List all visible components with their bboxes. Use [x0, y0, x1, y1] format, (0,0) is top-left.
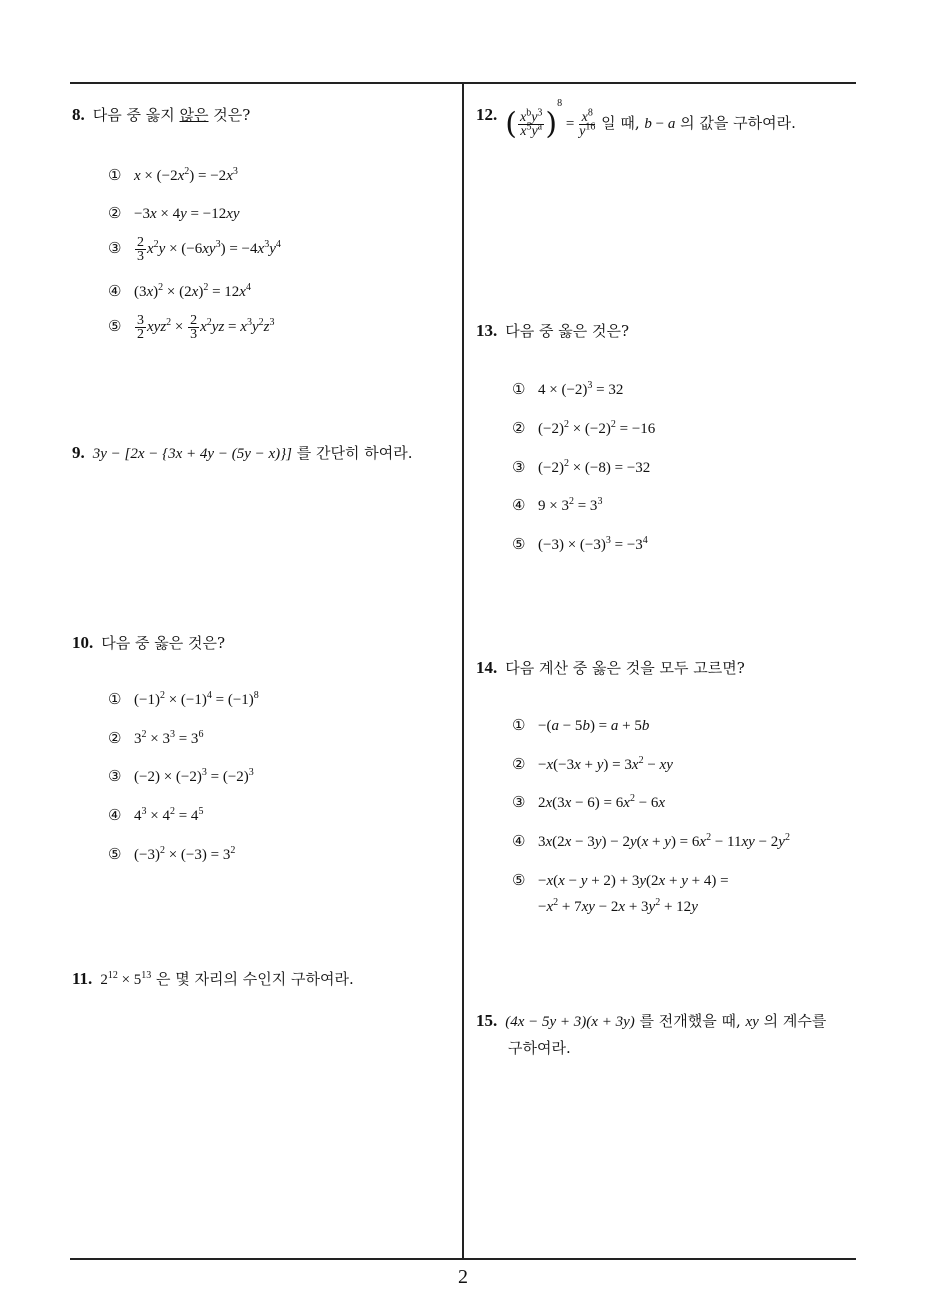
column-divider [462, 83, 464, 1259]
question-text: 를 전개했을 때, [634, 1012, 746, 1030]
question-expression: (4x − 5y + 3)(x + 3y) [505, 1014, 635, 1030]
bottom-rule [70, 1258, 856, 1260]
question-text-2: 의 계수를 [758, 1012, 827, 1030]
question-11 [72, 968, 354, 991]
question-number: 15. [476, 1011, 498, 1030]
question-text: 다음 중 옳은 것은? [505, 322, 630, 340]
option: ② $3^2 \times 3^3 = 3^6$ [108, 729, 204, 747]
option: ⑤ −x(x − y + 2) + 3y(2x + y + 4) = [512, 873, 729, 889]
question-text-2: 의 값을 구하여라. [675, 114, 796, 132]
option: ④ $4^3 \times 4^2 = 4^5$ [108, 806, 204, 824]
question-9 [72, 442, 412, 465]
question-expression: $2^{12} \times 5^{13}$ [100, 970, 152, 988]
question-number: 10. [72, 633, 94, 652]
option: ③ $\frac{2}{3}$ $x^2y \times (-6xy^3) = -4x^3y^4$ [108, 235, 281, 264]
question-number: 12. [476, 105, 498, 124]
option: ⑤ $\frac{3}{2}$ xyz$^2$ × $\frac{2}{3}$ $x^2yz = x^3y^2z^3$ [108, 313, 275, 342]
question-15-line-2: 구하여라. [508, 1039, 571, 1057]
option: ① −(a − 5b) = a + 5b [512, 718, 650, 734]
option: ① $(-1)^2 \times (-1)^4 = (-1)^8$ [108, 690, 259, 708]
option: ② −3x × 4y = −12xy [108, 206, 240, 222]
option: ① $x \times (-2x^2) = -2x^3$ [108, 166, 238, 184]
question-14 [476, 657, 745, 679]
option: ① $4 \times (-2)^3 = 32$ [512, 380, 624, 398]
question-10 [72, 632, 225, 654]
question-text: 일 때, [596, 114, 645, 132]
option: ⑤ $(-3) \times (-3)^3 = -3^4$ [512, 535, 648, 553]
option: ③ $(-2)^2 \times (-8) = -32$ [512, 458, 651, 476]
question-text-post: 것은? [208, 106, 251, 124]
question-number: 14. [476, 658, 498, 677]
question-text-underlined: 않은 [179, 106, 209, 124]
question-variable: b − a [644, 116, 676, 132]
option: ③ $2x(3x - 6) = 6x^2 - 6x$ [512, 793, 666, 811]
question-number: 9. [72, 443, 85, 462]
question-text-pre: 다음 중 옳지 [92, 106, 180, 124]
question-text: 다음 계산 중 옳은 것을 모두 고르면? [505, 659, 745, 677]
option: ⑤ $(-3)^2 \times (-3) = 3^2$ [108, 845, 236, 863]
question-number: 11. [72, 969, 93, 988]
question-text: 를 간단히 하여라. [291, 444, 413, 462]
question-8 [72, 104, 250, 126]
option: ④ $9 \times 3^2 = 3^3$ [512, 496, 603, 514]
question-15 [476, 1010, 826, 1033]
question-number: 8. [72, 105, 85, 124]
question-text: 은 몇 자리의 수인지 구하여라. [151, 970, 354, 988]
question-13 [476, 320, 629, 342]
option: ③ $(-2) \times (-2)^3 = (-2)^3$ [108, 767, 254, 785]
question-text: 다음 중 옳은 것은? [101, 634, 226, 652]
option: ② $-x(-3x + y) = 3x^2$ − xy [512, 755, 673, 773]
question-12 [476, 98, 796, 142]
page-number: 2 [458, 1266, 468, 1288]
option-continuation: $-x^2 + 7xy - 2x + 3y^2 + 12y$ [538, 897, 698, 915]
question-expression: 3y − [2x − {3x + 4y − (5y − x)}] [92, 446, 292, 462]
question-expression: ( $\frac{x^by^3}{x^5y^a}$ )$^8$ = $\frac{x^8}{y^{16}}$ [505, 98, 596, 142]
option: ② $(-2)^2 \times (-2)^2 = -16$ [512, 419, 656, 437]
question-number: 13. [476, 321, 498, 340]
question-variable: xy [745, 1014, 759, 1030]
option: ④ $(3x)^2 \times (2x)^2 = 12x^4$ [108, 282, 251, 300]
option: ④ $3x(2x - 3y) - 2y(x + y) = 6x^2 - 11xy - 2y^2$ [512, 832, 790, 850]
